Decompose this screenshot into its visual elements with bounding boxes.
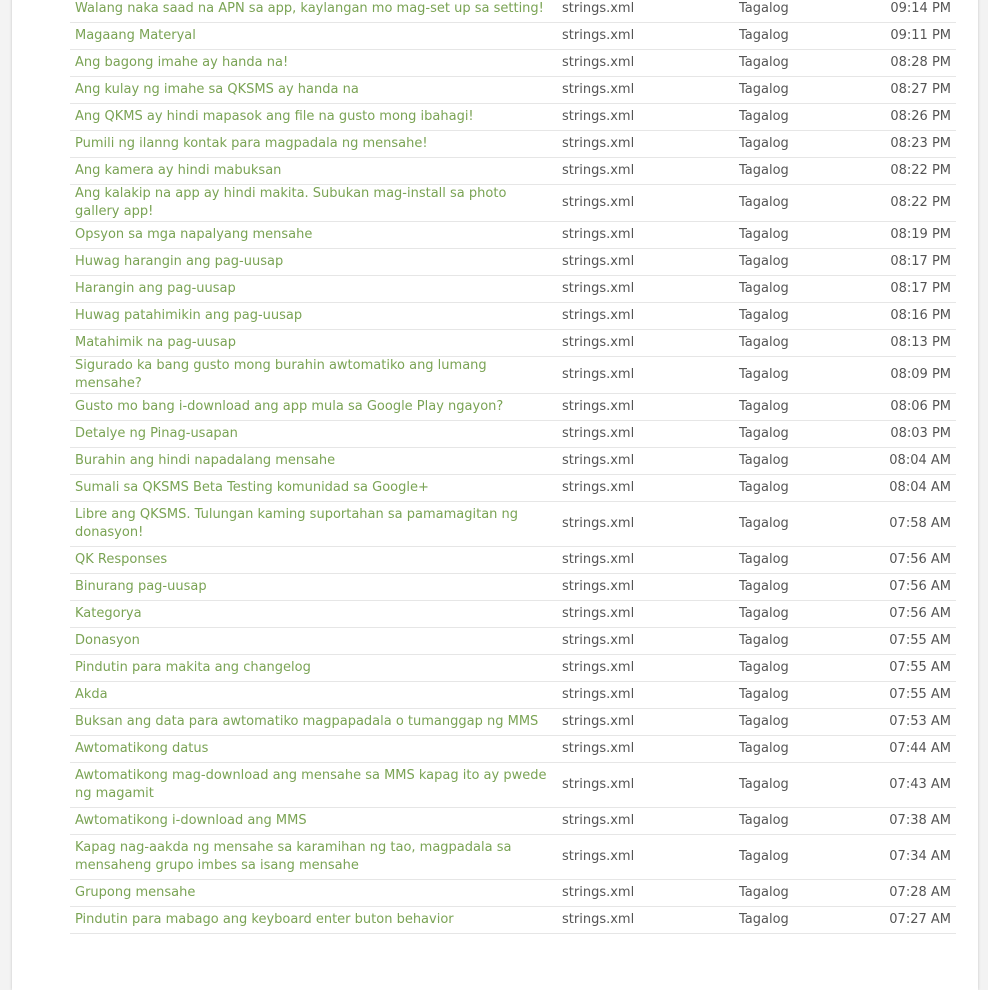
language: Tagalog	[739, 885, 789, 900]
table-row	[70, 276, 956, 303]
file-name: strings.xml	[562, 813, 635, 828]
content-panel	[12, 0, 978, 990]
language: Tagalog	[739, 55, 789, 70]
file-name: strings.xml	[562, 516, 635, 531]
language: Tagalog	[739, 1, 789, 16]
table-row	[70, 357, 956, 394]
language: Tagalog	[739, 606, 789, 621]
table-row	[70, 835, 956, 880]
string-link[interactable]: Binurang pag-uusap	[75, 579, 207, 594]
string-link[interactable]: Grupong mensahe	[75, 885, 196, 900]
string-link[interactable]: Awtomatikong mag-download ang mensahe sa MMS kapag ito ay pwede ng magamit	[75, 768, 547, 801]
table-row	[70, 394, 956, 421]
file-name: strings.xml	[562, 480, 635, 495]
language: Tagalog	[739, 426, 789, 441]
timestamp: 08:26 PM	[890, 109, 951, 124]
string-link[interactable]: Walang naka saad na APN sa app, kaylangan mo mag-set up sa setting!	[75, 1, 544, 16]
table-row	[70, 574, 956, 601]
file-name: strings.xml	[562, 777, 635, 792]
timestamp: 07:28 AM	[889, 885, 951, 900]
string-link[interactable]: Huwag patahimikin ang pag-uusap	[75, 308, 303, 323]
timestamp: 07:56 AM	[889, 552, 951, 567]
table-row	[70, 158, 956, 185]
string-link[interactable]: Magaang Materyal	[75, 28, 196, 43]
timestamp: 07:27 AM	[889, 912, 951, 927]
string-link[interactable]: Pindutin para mabago ang keyboard enter buton behavior	[75, 912, 454, 927]
file-name: strings.xml	[562, 714, 635, 729]
timestamp: 09:14 PM	[890, 1, 951, 16]
table-row	[70, 880, 956, 907]
string-link[interactable]: Buksan ang data para awtomatiko magpapadala o tumanggap ng MMS	[75, 714, 539, 729]
language: Tagalog	[739, 714, 789, 729]
table-row	[70, 448, 956, 475]
timestamp: 08:09 PM	[890, 367, 951, 382]
language: Tagalog	[739, 912, 789, 927]
table-row	[70, 682, 956, 709]
table-row	[70, 502, 956, 547]
language: Tagalog	[739, 633, 789, 648]
language: Tagalog	[739, 109, 789, 124]
language: Tagalog	[739, 367, 789, 382]
string-link[interactable]: Opsyon sa mga napalyang mensahe	[75, 227, 313, 242]
file-name: strings.xml	[562, 28, 635, 43]
language: Tagalog	[739, 813, 789, 828]
language: Tagalog	[739, 308, 789, 323]
string-link[interactable]: Matahimik na pag-uusap	[75, 335, 237, 350]
language: Tagalog	[739, 254, 789, 269]
file-name: strings.xml	[562, 254, 635, 269]
file-name: strings.xml	[562, 426, 635, 441]
string-link[interactable]: Sigurado ka bang gusto mong burahin awtomatiko ang lumang mensahe?	[75, 358, 487, 391]
timestamp: 08:23 PM	[890, 136, 951, 151]
table-row	[70, 808, 956, 835]
file-name: strings.xml	[562, 741, 635, 756]
language: Tagalog	[739, 687, 789, 702]
timestamp: 08:17 PM	[890, 254, 951, 269]
file-name: strings.xml	[562, 912, 635, 927]
timestamp: 08:06 PM	[890, 399, 951, 414]
string-link[interactable]: QK Responses	[75, 552, 168, 567]
language: Tagalog	[739, 335, 789, 350]
language: Tagalog	[739, 163, 789, 178]
file-name: strings.xml	[562, 163, 635, 178]
string-link[interactable]: Pumili ng ilanng kontak para magpadala ng mensahe!	[75, 136, 428, 151]
language: Tagalog	[739, 660, 789, 675]
string-link[interactable]: Burahin ang hindi napadalang mensahe	[75, 453, 336, 468]
timestamp: 08:13 PM	[890, 335, 951, 350]
file-name: strings.xml	[562, 367, 635, 382]
table-row	[70, 303, 956, 330]
file-name: strings.xml	[562, 849, 635, 864]
language: Tagalog	[739, 195, 789, 210]
string-link[interactable]: Ang kalakip na app ay hindi makita. Subukan mag-install sa photo gallery app!	[75, 186, 507, 219]
timestamp: 08:22 PM	[890, 163, 951, 178]
file-name: strings.xml	[562, 606, 635, 621]
timestamp: 08:16 PM	[890, 308, 951, 323]
string-link[interactable]: Ang QKMS ay hindi mapasok ang file na gusto mong ibahagi!	[75, 109, 474, 124]
table-row	[70, 104, 956, 131]
file-name: strings.xml	[562, 109, 635, 124]
string-link[interactable]: Donasyon	[75, 633, 140, 648]
timestamp: 07:44 AM	[889, 741, 951, 756]
timestamp: 08:22 PM	[890, 195, 951, 210]
table-row	[70, 709, 956, 736]
file-name: strings.xml	[562, 227, 635, 242]
table-row	[70, 77, 956, 104]
table-row	[70, 50, 956, 77]
timestamp: 07:56 AM	[889, 579, 951, 594]
file-name: strings.xml	[562, 885, 635, 900]
table-row	[70, 421, 956, 448]
string-link[interactable]: Kategorya	[75, 606, 142, 621]
table-row	[70, 763, 956, 808]
language: Tagalog	[739, 227, 789, 242]
table-row	[70, 131, 956, 158]
file-name: strings.xml	[562, 136, 635, 151]
language: Tagalog	[739, 579, 789, 594]
string-link[interactable]: Awtomatikong i-download ang MMS	[75, 813, 307, 828]
file-name: strings.xml	[562, 335, 635, 350]
string-link[interactable]: Huwag harangin ang pag-uusap	[75, 254, 284, 269]
file-name: strings.xml	[562, 195, 635, 210]
file-name: strings.xml	[562, 660, 635, 675]
file-name: strings.xml	[562, 552, 635, 567]
timestamp: 08:27 PM	[890, 82, 951, 97]
timestamp: 07:53 AM	[889, 714, 951, 729]
timestamp: 08:28 PM	[890, 55, 951, 70]
string-link[interactable]: Akda	[75, 687, 108, 702]
language: Tagalog	[739, 849, 789, 864]
timestamp: 08:03 PM	[890, 426, 951, 441]
string-link[interactable]: Ang bagong imahe ay handa na!	[75, 55, 289, 70]
string-link[interactable]: Detalye ng Pinag-usapan	[75, 426, 238, 441]
language: Tagalog	[739, 399, 789, 414]
string-link[interactable]: Gusto mo bang i-download ang app mula sa Google Play ngayon?	[75, 399, 504, 414]
timestamp: 08:17 PM	[890, 281, 951, 296]
timestamp: 07:55 AM	[889, 660, 951, 675]
table-row	[70, 655, 956, 682]
language: Tagalog	[739, 741, 789, 756]
table-row	[70, 0, 956, 23]
string-link[interactable]: Pindutin para makita ang changelog	[75, 660, 311, 675]
table-row	[70, 907, 956, 934]
language: Tagalog	[739, 28, 789, 43]
string-link[interactable]: Ang kamera ay hindi mabuksan	[75, 163, 282, 178]
language: Tagalog	[739, 552, 789, 567]
table-row	[70, 249, 956, 276]
file-name: strings.xml	[562, 453, 635, 468]
file-name: strings.xml	[562, 281, 635, 296]
timestamp: 07:55 AM	[889, 687, 951, 702]
table-row	[70, 222, 956, 249]
table-row	[70, 23, 956, 50]
string-link[interactable]: Kapag nag-aakda ng mensahe sa karamihan ng tao, magpadala sa mensaheng grupo imbes sa isang mensahe	[75, 840, 512, 873]
table-row	[70, 601, 956, 628]
file-name: strings.xml	[562, 82, 635, 97]
timestamp: 07:43 AM	[889, 777, 951, 792]
language: Tagalog	[739, 136, 789, 151]
timestamp: 08:19 PM	[890, 227, 951, 242]
file-name: strings.xml	[562, 687, 635, 702]
file-name: strings.xml	[562, 633, 635, 648]
string-link[interactable]: Awtomatikong datus	[75, 741, 209, 756]
table-row	[70, 736, 956, 763]
file-name: strings.xml	[562, 308, 635, 323]
language: Tagalog	[739, 777, 789, 792]
string-link[interactable]: Ang kulay ng imahe sa QKSMS ay handa na	[75, 82, 359, 97]
file-name: strings.xml	[562, 1, 635, 16]
string-link[interactable]: Libre ang QKSMS. Tulungan kaming suportahan sa pamamagitan ng donasyon!	[75, 507, 519, 540]
string-link[interactable]: Sumali sa QKSMS Beta Testing komunidad sa Google+	[75, 480, 429, 495]
string-link[interactable]: Harangin ang pag-uusap	[75, 281, 236, 296]
timestamp: 07:38 AM	[889, 813, 951, 828]
timestamp: 07:55 AM	[889, 633, 951, 648]
file-name: strings.xml	[562, 55, 635, 70]
language: Tagalog	[739, 281, 789, 296]
table-row	[70, 628, 956, 655]
language: Tagalog	[739, 453, 789, 468]
timestamp: 09:11 PM	[890, 28, 951, 43]
language: Tagalog	[739, 82, 789, 97]
timestamp: 08:04 AM	[889, 480, 951, 495]
table-row	[70, 185, 956, 222]
table-row	[70, 547, 956, 574]
timestamp: 08:04 AM	[889, 453, 951, 468]
translations-table	[70, 0, 956, 934]
file-name: strings.xml	[562, 579, 635, 594]
table-row	[70, 475, 956, 502]
timestamp: 07:34 AM	[889, 849, 951, 864]
timestamp: 07:56 AM	[889, 606, 951, 621]
language: Tagalog	[739, 480, 789, 495]
timestamp: 07:58 AM	[889, 516, 951, 531]
language: Tagalog	[739, 516, 789, 531]
table-row	[70, 330, 956, 357]
file-name: strings.xml	[562, 399, 635, 414]
